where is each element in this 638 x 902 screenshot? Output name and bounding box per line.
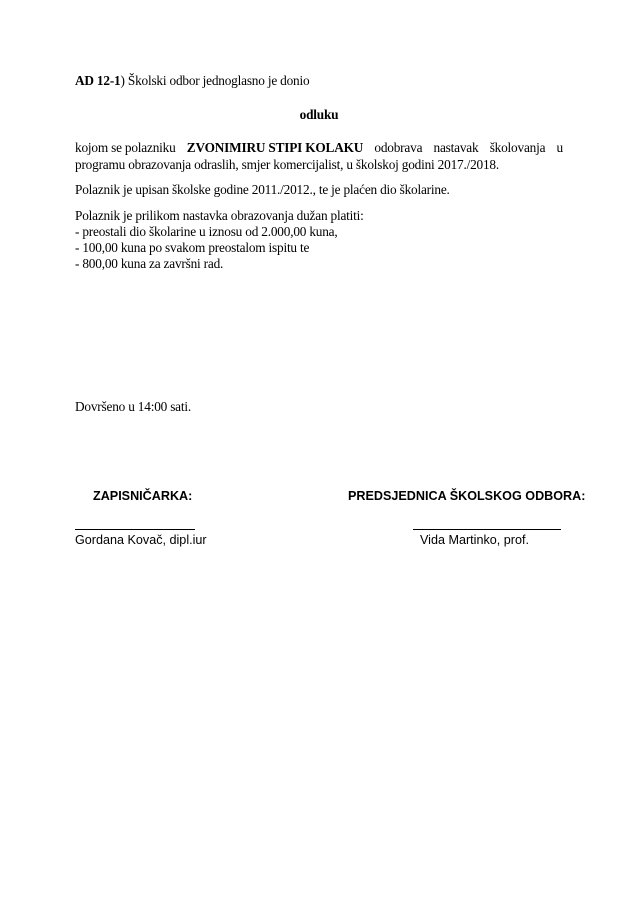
decision-line-1	[75, 140, 563, 156]
signature-line-right	[413, 529, 561, 530]
decision-word: odobrava	[374, 140, 423, 155]
payment-item: - 100,00 kuna po svakom preostalom ispitu te	[75, 240, 310, 255]
decision-title: odluku	[299, 107, 339, 122]
decision-word: nastavak	[433, 140, 479, 155]
payment-item: - 800,00 kuna za završni rad.	[75, 256, 224, 271]
decision-intro: kojom se polazniku	[75, 140, 176, 155]
student-name: ZVONIMIRU STIPI KOLAKU	[186, 140, 364, 155]
agenda-item-number: AD 12-1	[75, 73, 121, 88]
signature-name-right: Vida Martinko, prof.	[420, 533, 529, 547]
signature-name-left: Gordana Kovač, dipl.iur	[75, 533, 207, 547]
decision-word: u	[556, 140, 563, 155]
signature-line-left	[75, 529, 195, 530]
signature-role-right: PREDSJEDNICA ŠKOLSKOG ODBORA:	[348, 489, 586, 503]
decision-word: školovanja	[489, 140, 546, 155]
agenda-text: ) Školski odbor jednoglasno je donio	[120, 73, 310, 88]
closing-time: Dovršeno u 14:00 sati.	[75, 399, 191, 414]
decision-line-2: programu obrazovanja odraslih, smjer komercijalist, u školskoj godini 2017./2018.	[75, 157, 499, 172]
signature-role-left: ZAPISNIČARKA:	[93, 489, 193, 503]
agenda-line	[75, 73, 309, 89]
payment-intro: Polaznik je prilikom nastavka obrazovanja dužan platiti:	[75, 208, 364, 223]
payment-item: - preostali dio školarine u iznosu od 2.000,00 kuna,	[75, 224, 338, 239]
enrollment-note: Polaznik je upisan školske godine 2011./2012., te je plaćen dio školarine.	[75, 182, 450, 197]
